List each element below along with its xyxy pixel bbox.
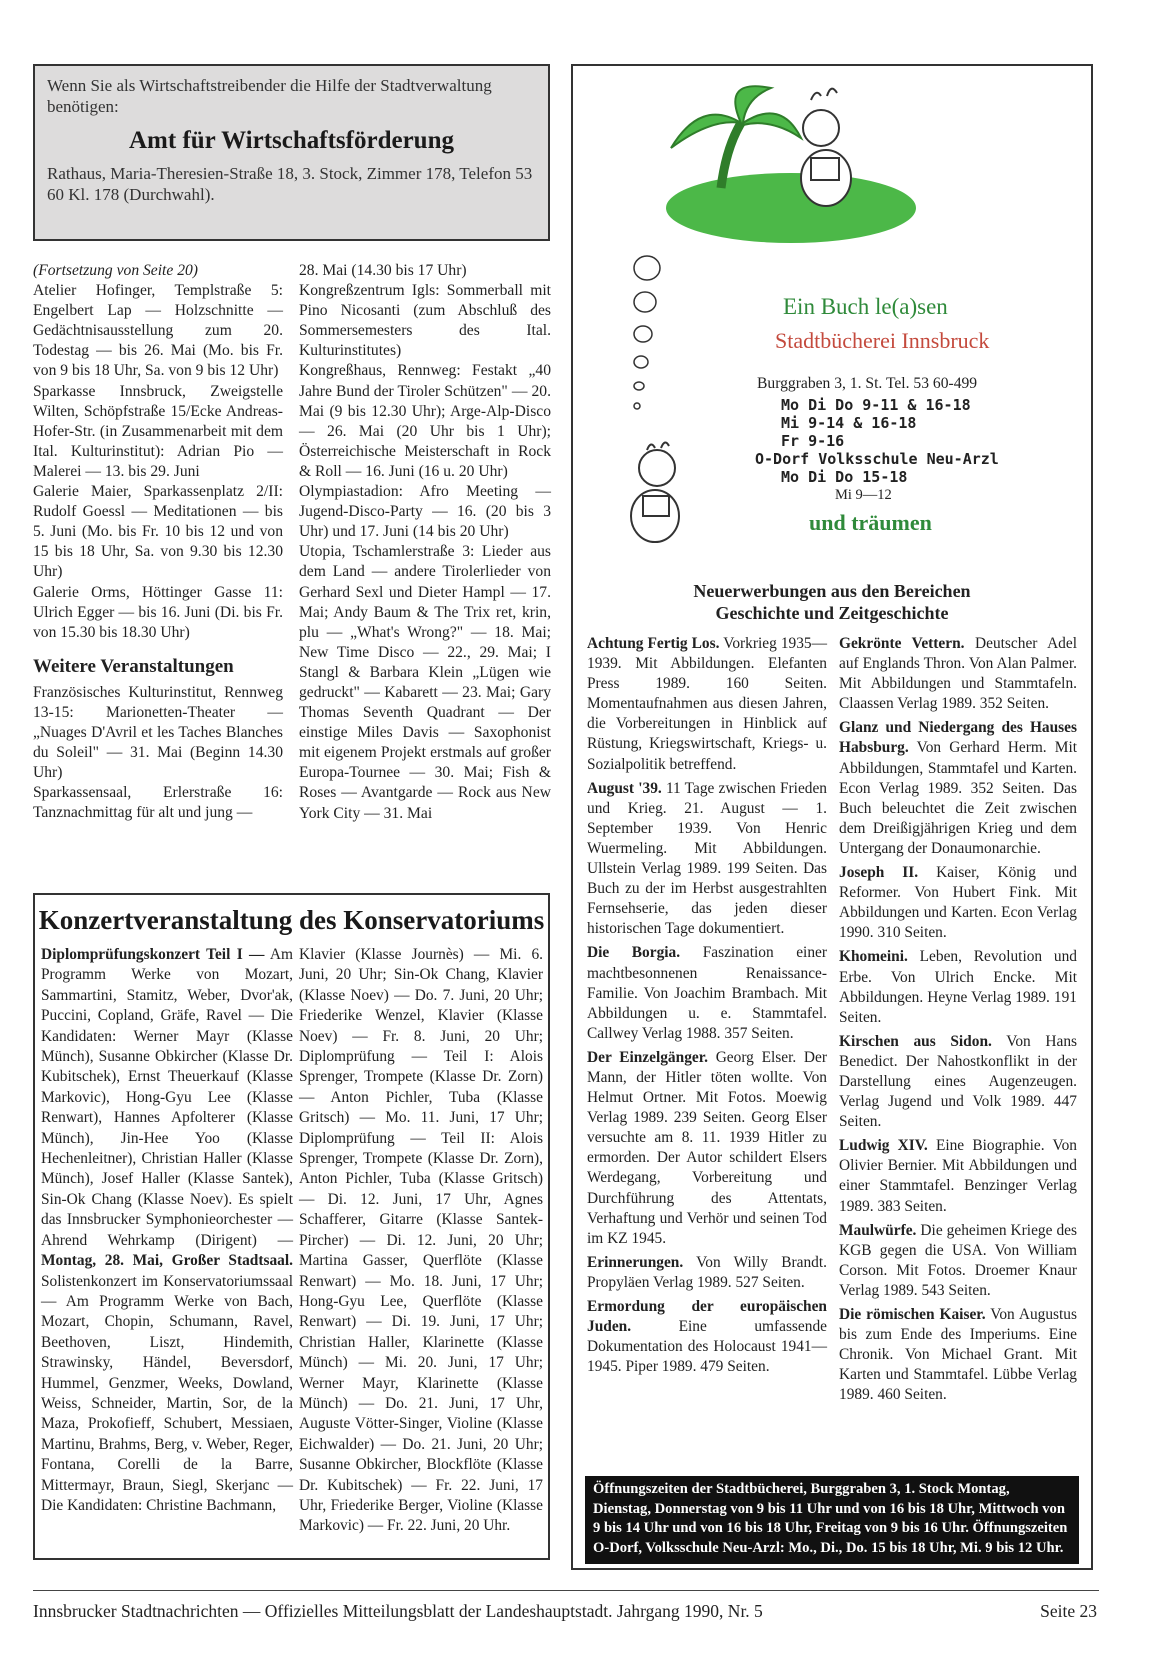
events-column-1 (33, 261, 283, 824)
concert-text-b: Solistenkonzert im Konservatoriumssaal — Am Programm Werke von Bach, Mozart, Chopin, Schumann, Ravel, Beethoven, Liszt, Hindemith, Strawinsky, Händel, Beversdorf, Hummel, Genzmer, Weeks, Dowland, Weiss, Schneider, Martin, Sor, de la Maza, Prokofieff, Schubert, Messiaen, Martinu, Brahms, Berg, v. Weber, Reger, Fontana, Corelli de la Barre, Mittermayr, Braun, Siegl, Skerjanc — Die Kandidaten: Christine Bachmann, (41, 1272, 293, 1514)
book-description: Eine umfassende Dokumentation des Holocaust 1941—1945. Piper 1989. 479 Seiten. (587, 1318, 827, 1376)
events-text: Französisches Kulturinstitut, Rennweg 13-15: Marionetten-Theater — „Nuages D'Avril et les Taches Blanches du Soleil" — 31. Mai (Beginn 14.30 Uhr) Sparkassensaal, Erlerstraße 16: Tanznachmittag für alt und jung — (33, 683, 283, 822)
book-title: Erinnerungen. (587, 1253, 684, 1271)
book-entry (587, 943, 827, 1043)
library-schedule-3: Fr 9-16 (781, 432, 845, 450)
library-schedule-1: Mo Di Do 9-11 & 16-18 (781, 396, 971, 414)
book-title: Ludwig XIV. (839, 1137, 928, 1155)
book-entry (839, 1221, 1077, 1301)
reading-figure-island-illustration (651, 78, 921, 253)
concert-column-1 (41, 945, 293, 1516)
footer-page-number: Seite 23 (1040, 1601, 1097, 1621)
new-books-title-line2: Geschichte und Zeitgeschichte (715, 603, 949, 623)
book-title: Joseph II. (839, 864, 919, 882)
continuation-note: (Fortsetzung von Seite 20) (33, 262, 198, 279)
concert-heading: Diplomprüfungskonzert Teil I — (41, 946, 265, 963)
library-schedule-5: Mo Di Do 15-18 (781, 468, 908, 486)
library-name: Stadtbücherei Innsbruck (775, 328, 990, 353)
concert-text-a: Am Programm Werke von Mozart, Sammartini, Stamitz, Weber, Dvor'ak, Puccini, Copland, Gräfe, Ravel — Die Kandidaten: Werner Mayr (Klasse Münch), Susanne Obkircher (Klasse Dr. Kubitschek), Ernst Theuerkauf (Klasse Markovic), Hong-Gyu Lee (Klasse Renwart), Hannes Apfolterer (Klasse Münch), Jin-Hee Yoo (Klasse Hechenleitner), Christian Haller (Klasse Münch), Josef Haller (Klasse Santek), Sin-Ok Chang (Klasse Noev). Es spielt das Innsbrucker Symphonieorchester — Ahrend Wehrkamp (Dirigent) — (41, 946, 294, 1249)
book-title: Kirschen aus Sidon. (839, 1032, 992, 1050)
library-schedule-2: Mi 9-14 & 16-18 (781, 414, 917, 432)
book-entry (839, 947, 1077, 1027)
book-description: Deutscher Adel auf Englands Thron. Von Alan Palmer. Mit Abbildungen und Stammtafeln. Claassen Verlag 1989. 352 Seiten. (839, 635, 1077, 713)
book-description: 11 Tage zwischen Frieden und Krieg. 21. August — 1. September 1939. Von Henric Wuermeling. Mit Abbildungen. Ullstein Verlag 1989. 199 Seiten. Das Buch zu der im Herbst ausgestrahlten Fernsehserie, das jeden dieser historischen Tage dokumentiert. (587, 779, 827, 938)
book-description: Georg Elser. Der Mann, der Hitler töten wollte. Von Helmut Ortner. Mit Fotos. Moewig Verlag 1989. 239 Seiten. Georg Elser versuchte am 8. 11. 1939 Hitler zu ermorden. Der Autor schildert Elsers Werdegang, Vorbereitung und Durchführung des Attentats, Verhaftung und Verhör und seinen Tod im KZ 1945. (587, 1048, 827, 1247)
book-description: Eine Biographie. Von Olivier Bernier. Mit Abbildungen und einer Stammtafel. Benzinger Verlag 1989. 383 Seiten. (839, 1137, 1077, 1215)
amt-title: Amt für Wirtschaftsförderung (129, 127, 454, 154)
book-title: Achtung Fertig Los. (587, 635, 720, 652)
book-entry (839, 863, 1077, 943)
book-description: Kaiser, König und Reformer. Von Hubert Fink. Mit Abbildungen und Karten. Econ Verlag 1990. 310 Seiten. (839, 864, 1077, 942)
book-title: Die Borgia. (587, 944, 681, 962)
amt-address: Rathaus, Maria-Theresien-Straße 18, 3. Stock, Zimmer 178, Telefon 53 60 Kl. 178 (Durchwahl). (47, 164, 533, 204)
book-description: Von Willy Brandt. Propyläen Verlag 1989. 527 Seiten. (587, 1253, 827, 1291)
book-title: August '39. (587, 779, 662, 797)
book-entry (587, 1297, 827, 1377)
book-entry (587, 1048, 827, 1249)
events-heading: Weitere Veranstaltungen (33, 655, 234, 677)
book-title: Glanz und Niedergang des Hauses Habsburg. (839, 719, 1077, 757)
book-description: Die geheimen Kriege des KGB gegen die USA. Von William Corson. Mit Fotos. Droemer Knaur Verlag 1989. 543 Seiten. (839, 1221, 1077, 1299)
footer-publication: Innsbrucker Stadtnachrichten — Offizielles Mitteilungsblatt der Landeshauptstadt. Jahrgang 1990, Nr. 5 (33, 1601, 763, 1621)
concert-date-bold: Montag, 28. Mai, Großer Stadtsaal. (41, 1252, 293, 1270)
library-box (571, 64, 1093, 1570)
book-description: Von Gerhard Herm. Mit Abbildungen, Stammtafel und Karten. Econ Verlag 1989. 352 Seiten. Das Buch beleuchtet die Zeit zwischen dem Dreißigjährigen Krieg und dem Untergang der Donaumonarchie. (839, 739, 1077, 857)
book-entry (587, 634, 827, 775)
concert-column-2: Klavier (Klasse Journès) — Mi. 6. Juni, 20 Uhr; Sin-Ok Chang, Klavier (Klasse Noev) — Do. 7. Juni, 20 Uhr; Friederike Wenzel, Klavier (Klasse Noev) — Fr. 8. Juni, 20 Uhr; Diplomprüfung — Teil I: Alois Sprenger, Trompete (Klasse Dr. Zorn) — Anton Pichler, Tuba (Klasse Gritsch) — Mo. 11. Juni, 17 Uhr; Diplomprüfung — Teil II: Alois Sprenger, Trompete (Klasse Dr. Zorn), Anton Pichler, Tuba (Klasse Gritsch) — Di. 12. Juni, 17 Uhr, Agnes Schafferer, Gitarre (Klasse Santek-Pircher) — Di. 12. Juni, 20 Uhr; Martina Gasser, Querflöte (Klasse Renwart) — Mo. 18. Juni, 17 Uhr; Hong-Gyu Lee, Querflöte (Klasse Renwart) — Di. 19. Juni, 17 Uhr; Christian Haller, Klarinette (Klasse Münch) — Mi. 20. Juni, 17 Uhr; Werner Mayr, Klarinette (Klasse Münch) — Do. 21. Juni, 17 Uhr, Auguste Vötter-Singer, Violine (Klasse Eichwalder) — Do. 21. Juni, 20 Uhr; Susanne Obkircher, Blockflöte (Klasse Dr. Kubitschek) — Fr. 22. Juni, 17 Uhr, Friederike Berger, Violine (Klasse Markovic) — Fr. 22. Juni, 20 Uhr. (299, 946, 543, 1535)
book-description: Von Augustus bis zum Ende des Imperiums. Eine Chronik. Von Michael Grant. Mit Karten und Stammtafel. Lübbe Verlag 1989. 460 Seiten. (839, 1306, 1077, 1404)
amt-box (33, 64, 550, 241)
events-column-2: 28. Mai (14.30 bis 17 Uhr) Kongreßzentrum Igls: Sommerball mit Pino Nicosanti (zum Abschluß des Sommersemesters des Ital. Kulturinstitutes) Kongreßhaus, Rennweg: Festakt „40 Jahre Bund der Tiroler Schützen" — 20. Mai (9 bis 12.30 Uhr); Arge-Alp-Disco — 26. Mai (20 Uhr bis 1 Uhr); Österreichische Meisterschaft in Rock & Roll — 16. Juni (16 u. 20 Uhr) Olympiastadion: Afro Meeting — Jugend-Disco-Party — 16. (20 bis 3 Uhr) und 17. Juni (14 bis 20 Uhr) Utopia, Tschamlerstraße 3: Lieder aus dem Land — andere Tirolerlieder von Gerhard Sexl und Dieter Hampl — 17. Mai; Andy Baum & The Trix ret, krin, plu — „What's Wrong?" — 18. Mai; New Time Disco — 22., 29. Mai; I Stangl & Barbara Klein „Lügen wie gedruckt" — Kabarett — 23. Mai; Gary Thomas Seventh Quadrant — Der einstige Miles Davis — Saxophonist mit eigenem Projekt erstmals auf großer Europa-Tournee — 30. Mai; Fish & Roses — Avantgarde — Rock aus New York City — 31. Mai (299, 262, 551, 822)
book-description: Von Hans Benedict. Der Nahostkonflikt in der Darstellung eines Augenzeugen. Verlag Jugend und Volk 1989. 447 Seiten. (839, 1032, 1077, 1131)
book-title: Khomeini. (839, 948, 908, 966)
book-entry (839, 1136, 1077, 1216)
library-slogan-dream: und träumen (809, 510, 932, 535)
concert-title: Konzertveranstaltung des Konservatoriums (38, 905, 545, 935)
amt-intro: Wenn Sie als Wirtschaftstreibender die Hilfe der Stadtverwaltung benötigen: (47, 76, 492, 116)
footer-divider (33, 1590, 1099, 1591)
book-list-right (839, 634, 1077, 1409)
book-title: Die römischen Kaiser. (839, 1306, 986, 1323)
book-entry (839, 1305, 1077, 1405)
book-entry (587, 1253, 827, 1293)
library-schedule-4: O-Dorf Volksschule Neu-Arzl (755, 450, 999, 468)
book-description: Vorkrieg 1935—1939. Mit Abbildungen. Elefanten Press 1989. 160 Seiten. Momentaufnahmen aus diesen Jahren, die Vorbereitungen in Hinblick auf Rüstung, Kriegswirtschaft, Kriegs- u. Sozialpolitik betreffend. (587, 635, 827, 773)
book-entry (839, 718, 1077, 859)
book-title: Gekrönte Vettern. (839, 635, 965, 652)
book-entry (587, 779, 827, 940)
book-entry (839, 634, 1077, 714)
book-title: Der Einzelgänger. (587, 1048, 708, 1066)
book-description: Faszination einer machtbesonnenen Renaissance-Familie. Von Joachim Brambach. Mit Abbildungen u. e. Stammtafel. Callwey Verlag 1988. 357 Seiten. (587, 944, 827, 1042)
opening-hours-box: Öffnungszeiten der Stadtbücherei, Burggraben 3, 1. Stock Montag, Dienstag, Donnerstag von 9 bis 11 Uhr und von 16 bis 18 Uhr, Mittwoch von 9 bis 14 Uhr und von 16 bis 18 Uhr, Freitag von 9 bis 16 Uhr. Öffnungszeiten O-Dorf, Volksschule Neu-Arzl: Mo., Di., Do. 15 bis 18 Uhr, Mi. 9 bis 12 Uhr. (585, 1476, 1079, 1564)
thought-bubbles-icon (627, 252, 667, 427)
new-books-title-line1: Neuerwerbungen aus den Bereichen (693, 581, 971, 601)
book-entry (839, 1032, 1077, 1132)
exhibitions-text: Atelier Hofinger, Templstraße 5: Engelbert Lap — Holzschnitte — Gedächtnisausstellung zum 20. Todestag — bis 26. Mai (Mo. bis Fr. von 9 bis 18 Uhr, Sa. von 9 bis 12 Uhr) Sparkasse Innsbruck, Zweigstelle Wilten, Schöpfstraße 15/Ecke Andreas-Hofer-Str. (in Zusammenarbeit mit dem Ital. Kulturinstitut): Adrian Pio — Malerei — 13. bis 29. Juni Galerie Maier, Sparkassenplatz 2/II: Rudolf Goessl — Meditationen — bis 5. Juni (Mo. bis Fr. 10 bis 12 und von 15 bis 18 Uhr, Sa. von 9.30 bis 12.30 Uhr) Galerie Orms, Höttinger Gasse 11: Ulrich Egger — bis 16. Juni (Di. bis Fr. von 15.30 bis 18.30 Uhr) (33, 282, 283, 641)
library-slogan-title: Ein Buch le(a)sen (783, 294, 948, 319)
book-list-left (587, 634, 827, 1381)
small-reading-figure-illustration (617, 438, 697, 548)
concert-box (33, 893, 550, 1560)
book-title: Maulwürfe. (839, 1221, 917, 1239)
book-description: Leben, Revolution und Erbe. Von Ulrich Encke. Mit Abbildungen. Heyne Verlag 1989. 191 Seiten. (839, 948, 1077, 1026)
book-title: Ermordung der europäischen Juden. (587, 1298, 827, 1336)
library-address: Burggraben 3, 1. St. Tel. 53 60-499 (757, 375, 978, 392)
new-books-title (573, 580, 1091, 624)
library-schedule-6: Mi 9—12 (835, 487, 892, 503)
